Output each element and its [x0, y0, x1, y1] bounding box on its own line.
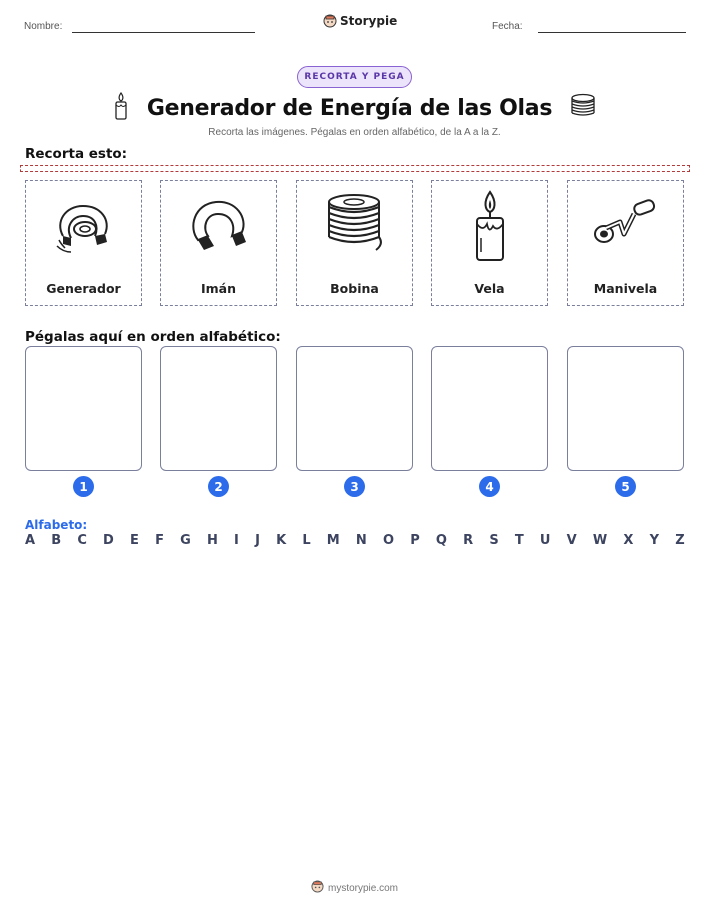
alphabet-letter: U	[539, 533, 551, 548]
alphabet-letter: O	[382, 533, 395, 548]
alphabet-letter: Y	[649, 533, 660, 548]
cut-card-coil[interactable]	[296, 180, 413, 306]
paste-box-1[interactable]	[25, 346, 142, 471]
slot-number: 1	[73, 476, 94, 497]
alphabet-letter: H	[206, 533, 218, 548]
coil-icon	[297, 187, 412, 267]
cut-card-label: Vela	[474, 281, 505, 296]
cut-card-magnet[interactable]	[160, 180, 277, 306]
alphabet-letter: T	[514, 533, 524, 548]
crank-icon	[568, 187, 683, 267]
footer-url[interactable]: mystorypie.com	[327, 882, 398, 894]
alphabet-letter: M	[326, 533, 340, 548]
date-line[interactable]	[538, 32, 686, 33]
coil-icon	[570, 93, 596, 123]
activity-badge: RECORTA Y PEGA	[297, 66, 412, 88]
paste-box-2[interactable]	[160, 346, 277, 471]
paste-box-3[interactable]	[296, 346, 413, 471]
magnet-icon	[161, 187, 276, 267]
title-row	[0, 92, 709, 124]
slot-number: 5	[615, 476, 636, 497]
alphabet-letter: L	[302, 533, 311, 548]
cut-card-label: Manivela	[593, 281, 658, 296]
cut-card-label: Imán	[200, 281, 236, 296]
paste-box-5[interactable]	[567, 346, 684, 471]
alphabet-letter: P	[410, 533, 420, 548]
instructions: Recorta las imágenes. Pégalas en orden alfabético, de la A a la Z.	[208, 127, 501, 138]
cut-section-label: Recorta esto:	[25, 146, 128, 162]
alphabet-letter: R	[463, 533, 474, 548]
alphabet-letter: I	[234, 533, 239, 548]
cut-card-candle[interactable]	[431, 180, 548, 306]
cut-line	[20, 165, 690, 172]
alphabet-letter: A	[25, 533, 36, 548]
cut-card-label: Generador	[46, 281, 121, 296]
cut-card-label: Bobina	[330, 281, 379, 296]
paste-section-label: Pégalas aquí en orden alfabético:	[25, 329, 281, 345]
alphabet-letter: C	[77, 533, 87, 548]
paste-box-4[interactable]	[431, 346, 548, 471]
slot-number: 3	[344, 476, 365, 497]
alphabet-letter: E	[130, 533, 139, 548]
slot-number: 2	[208, 476, 229, 497]
cut-card-generator[interactable]	[25, 180, 142, 306]
alphabet-letter: D	[103, 533, 114, 548]
alphabet-letter: G	[180, 533, 191, 548]
alphabet-letter: V	[566, 533, 577, 548]
candle-icon	[113, 91, 129, 125]
alphabet-letter: B	[51, 533, 62, 548]
alphabet-letter: N	[355, 533, 367, 548]
cut-card-crank[interactable]	[567, 180, 684, 306]
name-label: Nombre:	[24, 21, 63, 32]
alphabet-letter: W	[592, 533, 608, 548]
brand-name: Storypie	[340, 14, 398, 28]
alphabet-letter: K	[276, 533, 287, 548]
page-title: Generador de Energía de las Olas	[146, 95, 553, 121]
alphabet-letter: J	[255, 533, 260, 548]
storypie-mascot-icon	[311, 880, 324, 896]
alphabet-row	[25, 533, 685, 548]
alphabet-letter: F	[155, 533, 164, 548]
candle-icon	[432, 187, 547, 267]
storypie-mascot-icon	[323, 14, 337, 28]
slot-number: 4	[479, 476, 500, 497]
footer	[0, 880, 709, 896]
alphabet-label: Alfabeto:	[25, 518, 88, 532]
date-label: Fecha:	[492, 21, 523, 32]
brand-logo	[323, 14, 397, 28]
alphabet-letter: Q	[435, 533, 447, 548]
alphabet-letter: Z	[675, 533, 685, 548]
name-line[interactable]	[72, 32, 255, 33]
alphabet-letter: S	[489, 533, 499, 548]
alphabet-letter: X	[623, 533, 634, 548]
generator-icon	[26, 187, 141, 267]
